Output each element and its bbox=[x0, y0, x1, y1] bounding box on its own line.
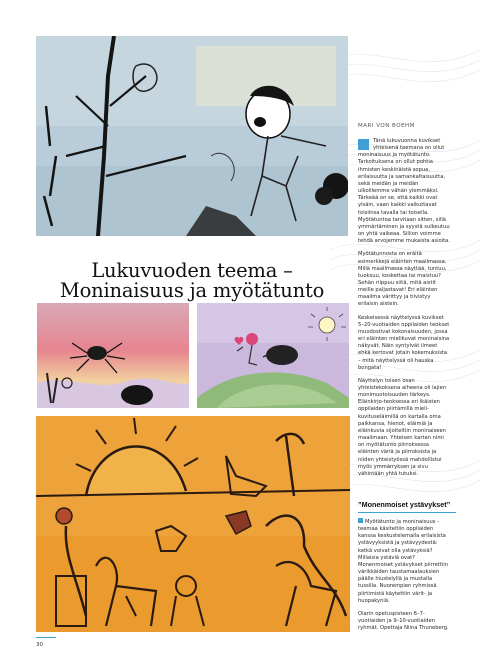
article-title-line-1: Lukuvuoden teema – bbox=[91, 259, 293, 283]
article-paragraph-1: Tänä lukuvuonna kuvikset yhteisenä teemana on ollut moninaisuus ja myötätunto. Tarkoituksena on ollut pohtia ihmisten keskinäistä sopua, erilaisuutta ja samankaltaisuutta, sekä meidän ja meidän ulkoillemme vähän ylemmäksi. Tärkeää on se, että kaikki ovat ylsäin, vaan kaikki vaikuttavat toisiinsa tavalla tai toisella. Myötätuntoa tarvitaan sitten, sillä ymmärtäminen ja syystä sulkeutuu on yhtä vaikeaa. Sillion voimme tehdä arvojemme mukaista asioita. bbox=[358, 138, 451, 245]
article-paragraph-3: Keskeisessä näyttelyssä kuvikset 5–20-vuotiaiden oppilaiden teokset muodostivat kokonaisuuden, jossa eri eläinten mielikuvat moninaisina näkyvät. Näin syntyivät ilmeet ehkä kertovat jotain kokemuksista – mitä näyttelyssä oli hauska bongata! bbox=[358, 314, 450, 371]
childrens-painting-tree-and-figure bbox=[36, 36, 348, 236]
sidebar-title: ”Monenmoiset ystävykset” bbox=[358, 500, 456, 513]
sidebar-square-icon bbox=[358, 518, 363, 523]
page-number-rule bbox=[36, 637, 56, 638]
article-paragraph-4: Näyttelyn toisen osan yhteistekoksena aiheena oli lajien monimuotoisuuden tärkeys. Eläinkirjo-teoksessa eri ikäisten oppilaiden piirtämillä mieli-kuvituseläimillä on kartalla oma paikkansa, hienot, eläimiä ja eläinkuvia sijoiteltiin moninaiseen maailmaan. Yhteisen kartan nimi on myötätunto piirroksessa eläinten väriä ja piirroksista ja niiden yhteistyössä mahdollistui myös ymmärryksen ja sivu vähintään yhtä tutuksi. bbox=[358, 377, 447, 477]
childrens-painting-dinosaurs-and-sun bbox=[36, 416, 350, 632]
article-paragraph-2: Myötätunnosta on eräitä esimerkkejä eläinten maailmassa. Millä maailmassa näyttää, tuntuu, tuoksuu, koskettaa tai maistuu? Sehän riippuu siitä, mitä aistit meille paljastavat! Eri eläinten maailma värittyy ja tiivistyy erilaisin aistein. bbox=[358, 251, 447, 308]
article-body bbox=[358, 138, 450, 484]
childrens-painting-sunset-creatures bbox=[37, 303, 189, 408]
page-number: 30 bbox=[36, 642, 43, 648]
sidebar-paragraph-1: Myötätunto ja moninaisuus -teemaa käsiteltiin oppilaiden kanssa keskustelemalla erilaisista ystävyyksistä ja ystävyydestä: ketkä voivat olla ystävyksiä? Millaisia ystäviä ovat? Monenmoiset ystävykset piirrettiin värikkäiden taustamaalauksien päälle hiustelyllä ja mustalla tussilla. Nuorempien ryhmissä piirtimistä käytettiin värit- ja huopakyniä. bbox=[358, 519, 449, 604]
paragraph-square-icon bbox=[358, 139, 369, 150]
article-author: MARI VON BOEHM bbox=[358, 123, 415, 129]
sidebar-paragraph-2: Olarin opetuspisteen 6–7-vuotiaiden ja 9–10-vuotiaiden ryhmät. Opettaja Niina Thuneberg. bbox=[358, 610, 449, 632]
article-title bbox=[36, 261, 348, 301]
childrens-painting-hedgehog-and-sun bbox=[197, 303, 349, 408]
article-title-line-2: Moninaisuus ja myötätunto bbox=[59, 279, 325, 303]
sidebar-body bbox=[358, 518, 450, 638]
